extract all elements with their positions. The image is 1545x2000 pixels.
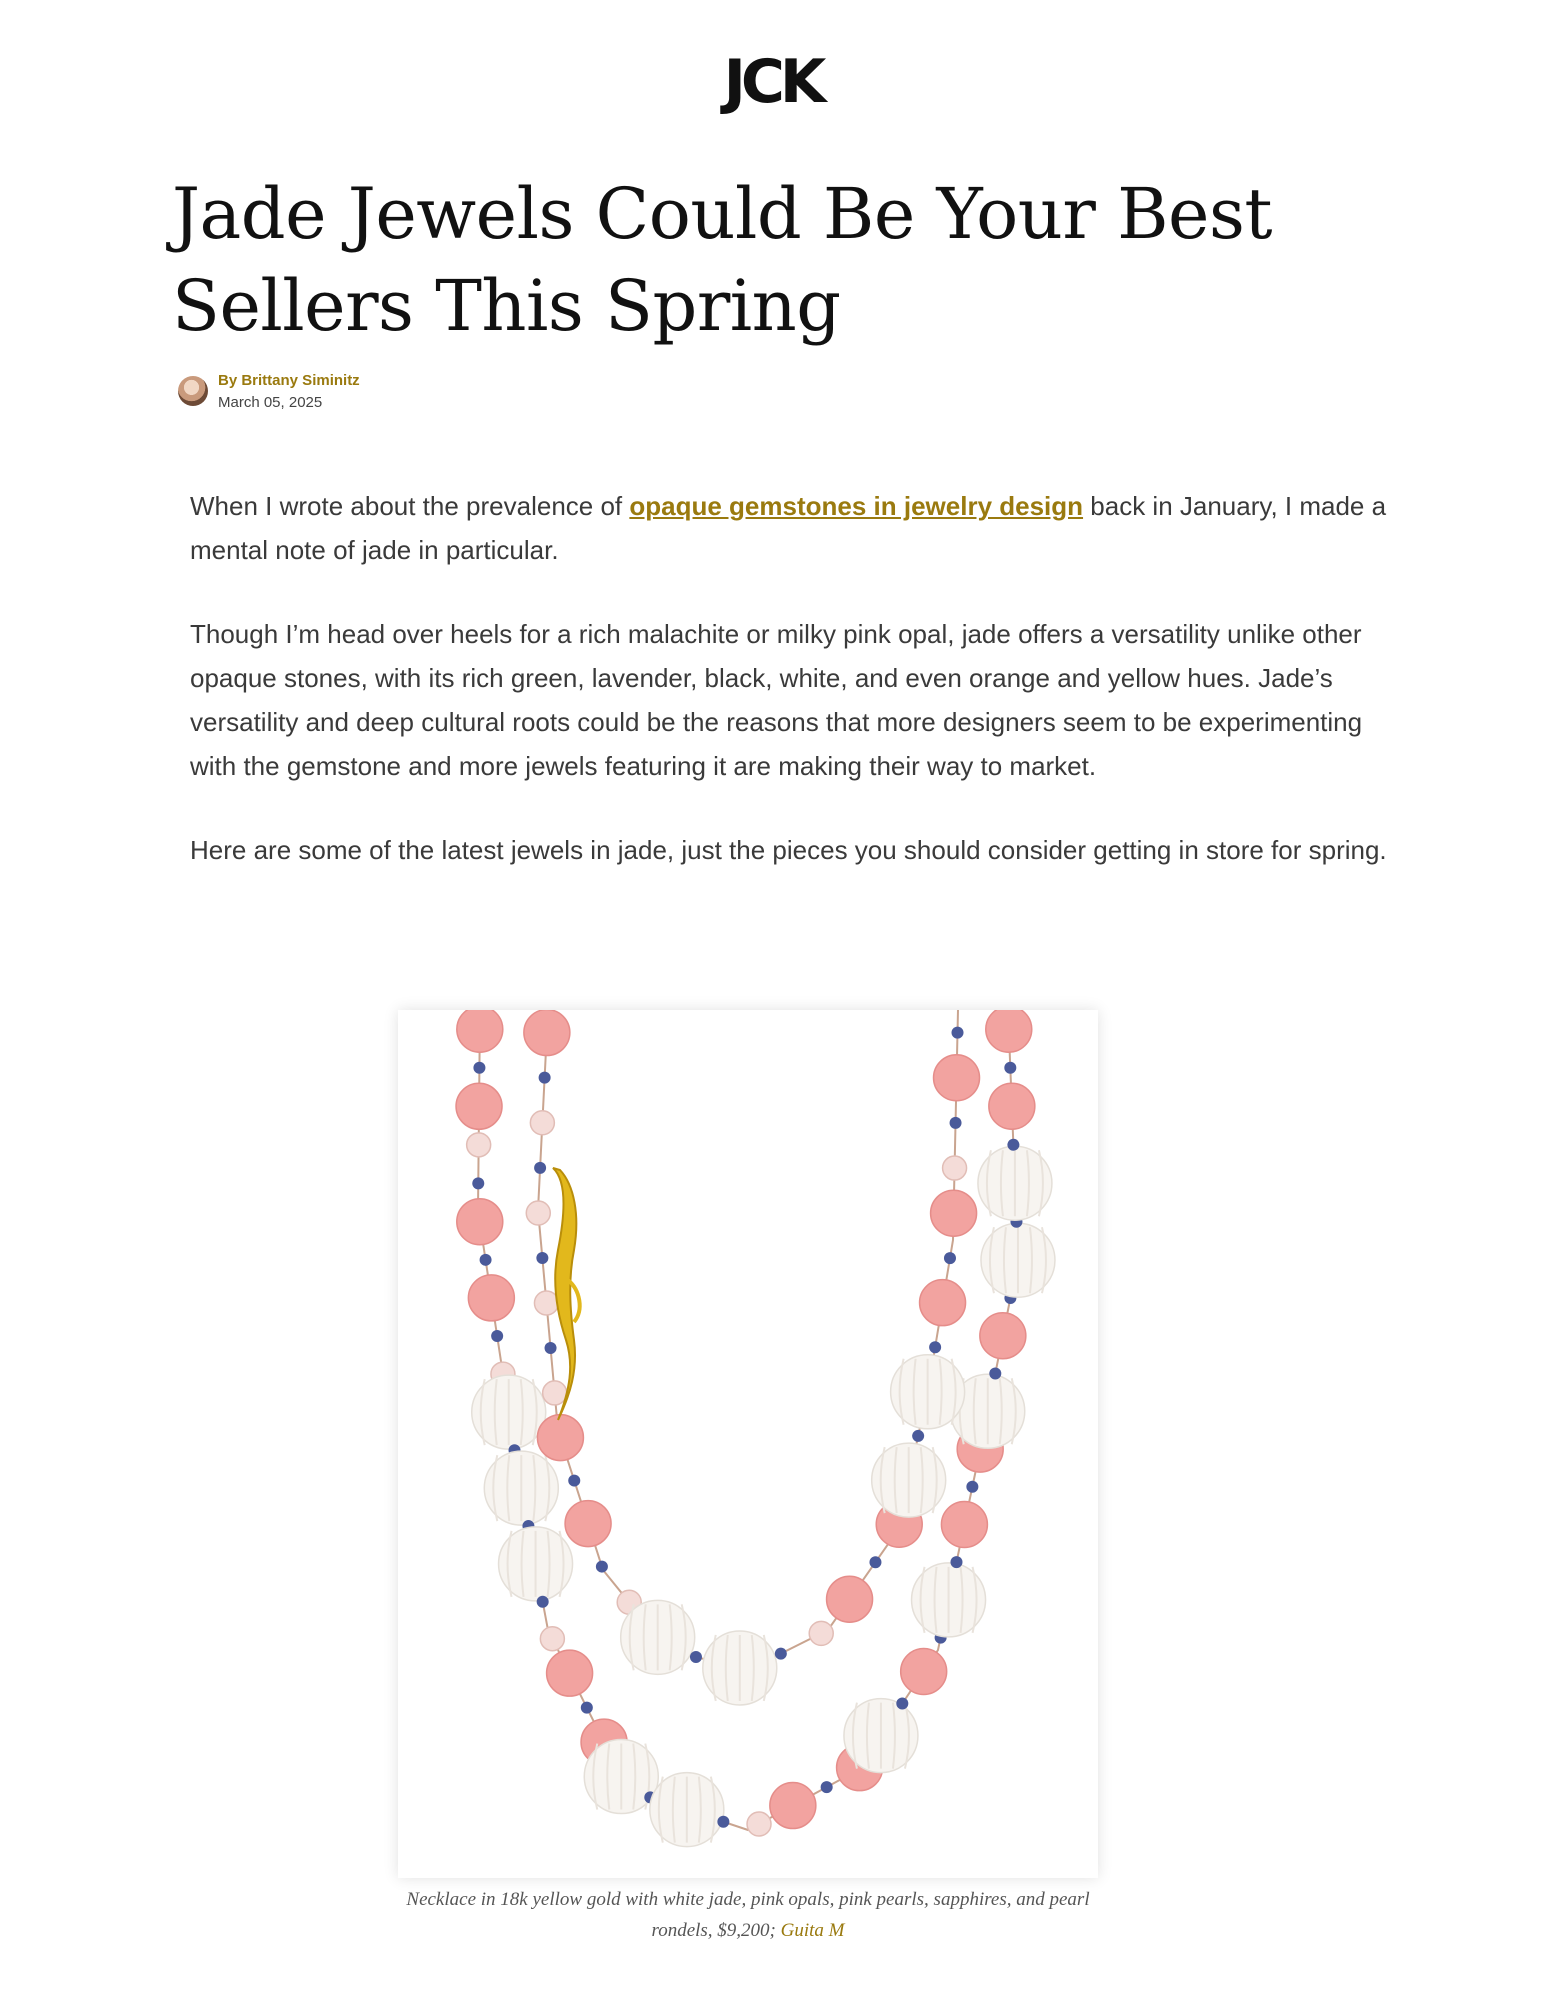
sapphire-bead — [821, 1781, 833, 1793]
sapphire-bead — [966, 1481, 978, 1493]
sapphire-bead — [775, 1648, 787, 1660]
sapphire-bead — [869, 1556, 881, 1568]
caption-credit-link[interactable]: Guita M — [780, 1920, 845, 1941]
sapphire-bead — [534, 1162, 546, 1174]
opaque-gemstones-link[interactable]: opaque gemstones in jewelry design — [629, 491, 1084, 521]
pink-opal-bead — [901, 1648, 947, 1694]
pink-opal-bead — [457, 1010, 503, 1052]
sapphire-bead — [472, 1177, 484, 1189]
article-title: Jade Jewels Could Be Your Best Sellers This Spring — [172, 173, 1273, 347]
sapphire-bead — [896, 1698, 908, 1710]
pink-opal-bead — [989, 1083, 1035, 1129]
pink-pearl-bead — [467, 1133, 491, 1157]
pink-opal-bead — [920, 1280, 966, 1326]
sapphire-bead — [480, 1254, 492, 1266]
paragraph-3: Here are some of the latest jewels in jade, just the pieces you should consider getting in store for spring. — [190, 835, 1387, 865]
publish-date: March 05, 2025 — [218, 394, 323, 411]
sapphire-bead — [952, 1027, 964, 1039]
article-body — [190, 484, 1390, 912]
pink-opal-bead — [468, 1275, 514, 1321]
pink-opal-bead — [524, 1010, 570, 1056]
pink-opal-bead — [547, 1650, 593, 1696]
necklace-photo — [398, 1010, 1098, 1878]
pink-pearl-bead — [526, 1201, 550, 1225]
pink-opal-bead — [457, 1199, 503, 1245]
sapphire-bead — [717, 1816, 729, 1828]
author-name[interactable]: By Brittany Siminitz — [218, 372, 360, 389]
sapphire-bead — [944, 1252, 956, 1264]
sapphire-bead — [536, 1252, 548, 1264]
sapphire-bead — [1007, 1139, 1019, 1151]
paragraph-1-text-end: back in January, I made a mental note of jade in particular. — [190, 491, 1387, 565]
author-avatar[interactable] — [178, 376, 208, 406]
pink-opal-bead — [934, 1055, 980, 1101]
pink-opal-bead — [980, 1313, 1026, 1359]
pink-opal-bead — [941, 1501, 987, 1547]
sapphire-bead — [596, 1561, 608, 1573]
sapphire-bead — [537, 1596, 549, 1608]
sapphire-bead — [545, 1342, 557, 1354]
figure-caption — [378, 1884, 1118, 1946]
pink-pearl-bead — [747, 1812, 771, 1836]
sapphire-bead — [491, 1330, 503, 1342]
pink-pearl-bead — [530, 1111, 554, 1135]
paragraph-1 — [190, 484, 1390, 572]
pink-opal-bead — [986, 1010, 1032, 1052]
caption-text: Necklace in 18k yellow gold with white jade, pink opals, pink pearls, sapphires, and pearl rondels, $9,200; — [406, 1889, 1090, 1941]
pink-pearl-bead — [809, 1621, 833, 1645]
sapphire-bead — [568, 1475, 580, 1487]
pink-pearl-bead — [534, 1291, 558, 1315]
sapphire-bead — [690, 1651, 702, 1663]
sapphire-bead — [912, 1430, 924, 1442]
sapphire-bead — [989, 1368, 1001, 1380]
pink-opal-bead — [931, 1190, 977, 1236]
pink-opal-bead — [456, 1083, 502, 1129]
sapphire-bead — [1004, 1062, 1016, 1074]
sapphire-bead — [473, 1062, 485, 1074]
sapphire-bead — [929, 1341, 941, 1353]
sapphire-bead — [950, 1117, 962, 1129]
necklace-illustration — [398, 1010, 1098, 1878]
pink-opal-bead — [565, 1501, 611, 1547]
sapphire-bead — [950, 1556, 962, 1568]
paragraph-1-text-start: When I wrote about the prevalence of — [190, 491, 630, 521]
pink-opal-bead — [770, 1783, 816, 1829]
pink-opal-bead — [537, 1415, 583, 1461]
pink-pearl-bead — [540, 1627, 564, 1651]
pink-pearl-bead — [543, 1381, 567, 1405]
sapphire-bead — [581, 1702, 593, 1714]
pink-pearl-bead — [943, 1156, 967, 1180]
pink-opal-bead — [827, 1576, 873, 1622]
sapphire-bead — [539, 1072, 551, 1084]
paragraph-2: Though I’m head over heels for a rich malachite or milky pink opal, jade offers a versatility unlike other opaque stones, with its rich green, lavender, black, white, and even orange and yellow hues. Jade’s versatility and deep cultural roots could be the reasons that more designers seem to be experimenting with the gemstone and more jewels featuring it are making their way to market. — [190, 619, 1363, 781]
site-logo[interactable]: JCK — [723, 47, 822, 117]
